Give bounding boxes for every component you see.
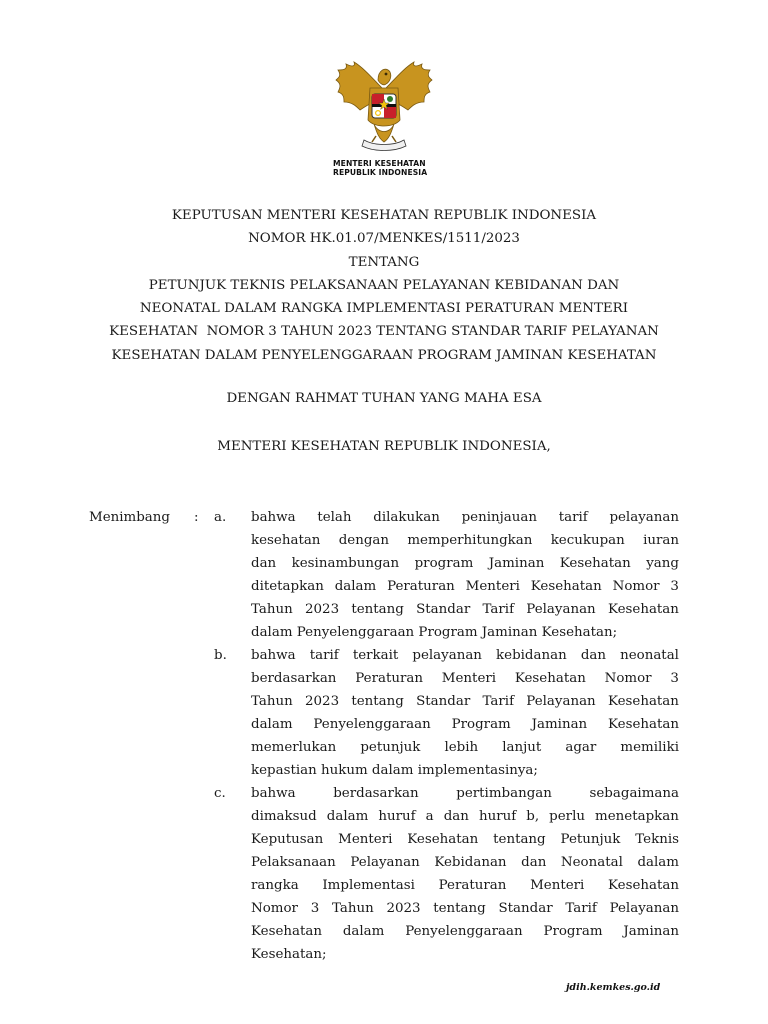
considering-item-line: bahwa telah dilakukan peninjauan tarif pelayanan: [251, 510, 679, 525]
jdih-link[interactable]: jdih.kemkes.go.id: [566, 982, 661, 993]
considering-item-line: bahwa berdasarkan pertimbangan sebagaimana: [251, 786, 679, 801]
considering-item-letter: a.: [214, 510, 227, 525]
considering-item-line: dalam Penyelenggaraan Program Jaminan Kesehatan;: [251, 625, 618, 640]
decree-number: NOMOR HK.01.07/MENKES/1511/2023: [248, 231, 520, 247]
considering-item-line: dan kesinambungan program Jaminan Kesehatan yang: [251, 556, 679, 571]
emblem-caption-line1: MENTERI KESEHATAN: [333, 159, 426, 168]
considering-item-line: rangka Implementasi Peraturan Menteri Kesehatan: [251, 878, 679, 893]
considering-item-line: Nomor 3 Tahun 2023 tentang Standar Tarif Pelayanan: [251, 901, 679, 916]
decree-subject-line: NEONATAL DALAM RANGKA IMPLEMENTASI PERATURAN MENTERI: [139, 301, 629, 317]
decree-subject-line: KESEHATAN NOMOR 3 TAHUN 2023 TENTANG STANDAR TARIF PELAYANAN: [109, 324, 659, 340]
considering-item-line: berdasarkan Peraturan Menteri Kesehatan Nomor 3: [251, 671, 679, 686]
considering-item-line: bahwa tarif terkait pelayanan kebidanan dan neonatal: [251, 648, 679, 663]
blessing-line: [0, 387, 768, 410]
considering-item-line: dalam Penyelenggaraan Program Jaminan Kesehatan: [251, 717, 679, 732]
considering-item-letter: c.: [214, 786, 226, 801]
considering-item-letter: b.: [214, 648, 227, 663]
considering-item-line: dimaksud dalam huruf a dan huruf b, perlu menetapkan: [251, 809, 679, 824]
considering-item-line: Kesehatan dalam Penyelenggaraan Program Jaminan: [251, 924, 679, 939]
considering-item-line: memerlukan petunjuk lebih lanjut agar memiliki: [251, 740, 679, 755]
considering-item-line: kesehatan dengan memperhitungkan kecukupan iuran: [251, 533, 679, 548]
considering-item-line: ditetapkan dalam Peraturan Menteri Kesehatan Nomor 3: [251, 579, 679, 594]
decree-title-line: KEPUTUSAN MENTERI KESEHATAN REPUBLIK INDONESIA: [171, 208, 597, 223]
considering-colon: :: [194, 510, 199, 525]
decree-title: [0, 204, 768, 367]
blessing-text: DENGAN RAHMAT TUHAN YANG MAHA ESA: [226, 391, 542, 406]
decree-subject-line: PETUNJUK TEKNIS PELAKSANAAN PELAYANAN KEBIDANAN DAN: [148, 277, 620, 293]
considering-label: Menimbang: [89, 510, 170, 525]
minister-line: [0, 435, 768, 458]
considering-item-line: Pelaksanaan Pelayanan Kebidanan dan Neonatal dalam: [251, 855, 679, 870]
emblem-caption-line2: REPUBLIK INDONESIA: [333, 168, 428, 177]
considering-item-line: kepastian hukum dalam implementasinya;: [251, 763, 538, 778]
emblem-caption: [333, 159, 453, 177]
considering-item-line: Tahun 2023 tentang Standar Tarif Pelayanan Kesehatan: [251, 602, 679, 617]
considering-item-line: Kesehatan;: [251, 947, 327, 962]
considering-item-line: Tahun 2023 tentang Standar Tarif Pelayanan Kesehatan: [251, 694, 679, 709]
garuda-pancasila-emblem-icon: [334, 58, 434, 154]
minister-text: MENTERI KESEHATAN REPUBLIK INDONESIA,: [217, 439, 551, 454]
decree-subject-line: KESEHATAN DALAM PENYELENGGARAAN PROGRAM JAMINAN KESEHATAN: [111, 347, 657, 363]
decree-about: TENTANG: [348, 254, 420, 270]
considering-item-line: Keputusan Menteri Kesehatan tentang Petunjuk Teknis: [251, 832, 679, 847]
